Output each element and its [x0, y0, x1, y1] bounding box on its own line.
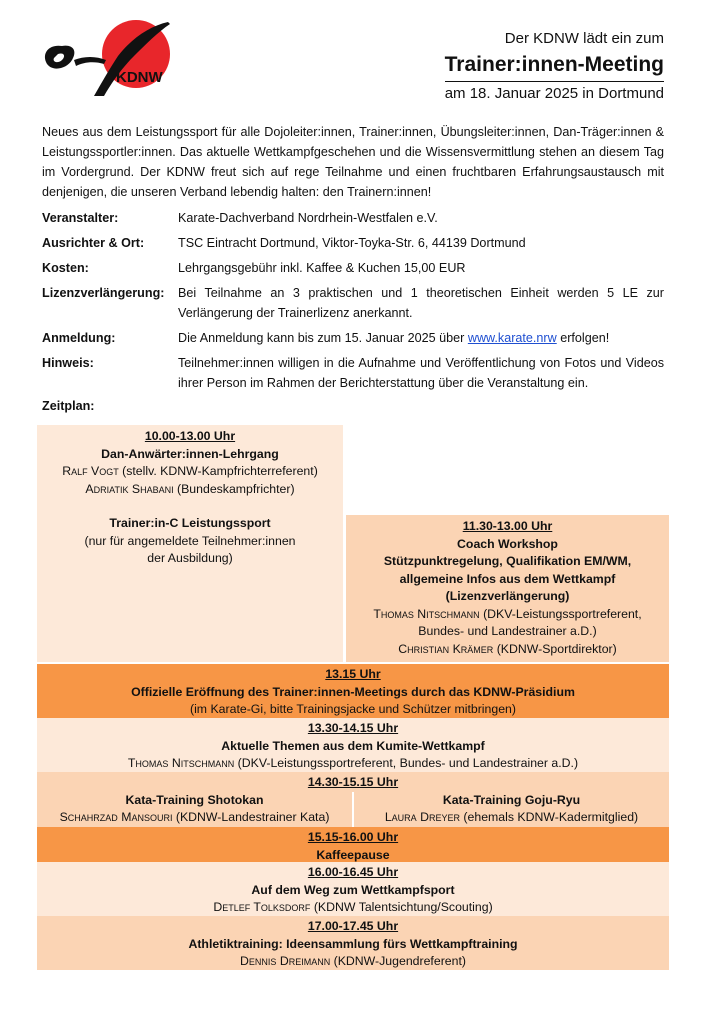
schedule-title: Dan-Anwärter:innen-Lehrgang [101, 446, 279, 461]
info-value [178, 328, 664, 348]
header [445, 28, 664, 106]
info-row-lizenz [42, 283, 664, 323]
info-table [42, 208, 664, 398]
anmeldung-pre: Die Anmeldung kann bis zum 15. Januar 2025 über [178, 331, 468, 345]
info-row-ausrichter [42, 233, 664, 253]
schedule-title: Kata-Training Shotokan [125, 792, 264, 807]
schedule-title: Kaffeepause [316, 847, 390, 862]
schedule-item-athletik [37, 916, 669, 970]
schedule-item-dan-lehrgang [37, 425, 343, 662]
person-role: (ehemals KDNW-Kadermitglied) [460, 810, 639, 824]
schedule-item-kata [37, 772, 669, 827]
schedule-time: 14.30-15.15 Uhr [307, 775, 399, 789]
person-role: (DKV-Leistungssportreferent, [479, 606, 642, 621]
schedule-title-trainer-c: Trainer:in-C Leistungssport [109, 516, 271, 530]
intro-text: Neues aus dem Leistungssport für alle Dojoleiter:innen, Trainer:innen, Übungsleiter:innen, Dan-Träger:innen & Leistungssportler:innen. Das aktuelle Wettkampfgeschehen und die Wissensvermittlung stehen an diesem Tag im Vordergrund. Der KDNW freut sich auf rege Teilnahme und einen fruchtbaren Erfahrungsaustausch mit denjenigen, die unseren Verband lebendig halten: den Trainern:innen! [42, 125, 664, 199]
schedule-person [346, 606, 669, 624]
schedule-item-kumite [37, 718, 669, 772]
info-row-anmeldung [42, 328, 664, 348]
person-name: Detlef Tolksdorf [213, 900, 311, 914]
schedule-person [37, 481, 343, 499]
schedule-person [37, 809, 352, 827]
schedule-time: 10.00-13.00 Uhr [144, 429, 236, 443]
schedule-item-kaffeepause [37, 827, 669, 862]
schedule-block-morning [37, 425, 669, 662]
schedule-title: Athletiktraining: Ideensammlung fürs Wettkampftraining [188, 936, 518, 951]
person-role: (KDNW-Sportdirektor) [493, 641, 617, 656]
schedule-item-wettkampfsport [37, 862, 669, 916]
schedule-title: Coach Workshop [457, 536, 558, 551]
person-role: (stellv. KDNW-Kampfrichterreferent) [118, 464, 318, 478]
kdnw-logo [40, 16, 172, 100]
info-key: Kosten: [42, 261, 89, 275]
schedule-title: Offizielle Eröffnung des Trainer:innen-Meetings durch das KDNW-Präsidium [131, 684, 575, 699]
kata-shotokan [37, 792, 354, 827]
karate-nrw-link[interactable]: www.karate.nrw [467, 331, 557, 345]
info-value: Teilnehmer:innen willigen in die Aufnahme und Veröffentlichung von Fotos und Videos ihrer Person im Rahmen der Berichterstattung über die Veranstaltung ein. [178, 356, 664, 390]
schedule-person [354, 809, 669, 827]
header-date: am 18. Januar 2025 in Dortmund [444, 85, 664, 102]
schedule-item-coach-workshop [346, 515, 669, 662]
schedule-item-eroeffnung [37, 664, 669, 718]
info-row-kosten [42, 258, 664, 278]
person-role-cont: Bundes- und Landestrainer a.D.) [418, 624, 597, 638]
schedule-time: 13.15 Uhr [325, 667, 381, 681]
info-key: Lizenzverlängerung: [42, 286, 165, 300]
schedule-title-line: Stützpunktregelung, Qualifikation EM/WM, [383, 554, 632, 568]
logo-text: KDNW [116, 69, 163, 86]
person-role: (KDNW-Landestrainer Kata) [172, 810, 330, 824]
info-key: Anmeldung: [42, 331, 116, 345]
info-key: Ausrichter & Ort: [42, 236, 145, 250]
schedule-note: (im Karate-Gi, bitte Trainingsjacke und Schützer mitbringen) [189, 702, 516, 716]
schedule-person [37, 953, 669, 971]
info-value: TSC Eintracht Dortmund, Viktor-Toyka-Str. 6, 44139 Dortmund [178, 236, 526, 250]
schedule-time: 13.30-14.15 Uhr [307, 721, 399, 735]
kdnw-logo-graphic [40, 16, 172, 100]
schedule-title: Auf dem Weg zum Wettkampfsport [251, 882, 455, 897]
person-name: Laura Dreyer [384, 810, 460, 824]
schedule-title: Aktuelle Themen aus dem Kumite-Wettkampf [221, 738, 485, 753]
info-row-hinweis [42, 353, 664, 393]
schedule-title-line: (Lizenzverlängerung) [445, 589, 570, 603]
schedule-time: 16.00-16.45 Uhr [307, 865, 399, 879]
person-role: (KDNW Talentsichtung/Scouting) [310, 900, 493, 914]
kata-split [37, 792, 669, 827]
page-title: Trainer:innen-Meeting [445, 50, 664, 82]
info-key: Hinweis: [42, 356, 94, 370]
schedule-title: Kata-Training Goju-Ryu [442, 792, 581, 807]
info-value: Karate-Dachverband Nordrhein-Westfalen e.V. [178, 211, 438, 225]
person-name: Dennis Dreimann [240, 954, 331, 968]
anmeldung-post: erfolgen! [556, 331, 610, 345]
schedule-person [346, 641, 669, 659]
schedule-person [37, 755, 669, 773]
person-role: (Bundeskampfrichter) [173, 481, 295, 496]
schedule-note: (nur für angemeldete Teilnehmer:innen [84, 533, 296, 548]
person-name: Ralf Vogt [62, 464, 119, 478]
info-key: Veranstalter: [42, 211, 119, 225]
person-name: Adriatik Shabani [85, 481, 174, 496]
person-role: (DKV-Leistungssportreferent, Bundes- und Landestrainer a.D.) [234, 756, 579, 770]
schedule-person [37, 899, 669, 917]
person-name: Thomas Nitschmann [127, 756, 235, 770]
info-value: Lehrgangsgebühr inkl. Kaffee & Kuchen 15,00 EUR [178, 261, 466, 275]
person-name: Christian Krämer [398, 641, 494, 656]
person-role: (KDNW-Jugendreferent) [330, 954, 466, 968]
kata-goju-ryu [354, 792, 669, 827]
person-name: Thomas Nitschmann [373, 606, 480, 621]
schedule-time: 17.00-17.45 Uhr [307, 919, 399, 933]
schedule-time: 11.30-13.00 Uhr [462, 519, 553, 533]
zeitplan-label: Zeitplan: [42, 399, 95, 413]
schedule-title-line: allgemeine Infos aus dem Wettkampf [399, 571, 616, 586]
schedule-person [37, 463, 343, 481]
header-invite: Der KDNW lädt ein zum [504, 30, 664, 47]
info-value: Bei Teilnahme an 3 praktischen und 1 theoretischen Einheit werden 5 LE zur Verlängerung der Trainerlizenz anerkannt. [178, 286, 664, 320]
info-row-veranstalter [42, 208, 664, 228]
schedule-time: 15.15-16.00 Uhr [307, 830, 399, 844]
person-name: Schahrzad Mansouri [59, 810, 173, 824]
schedule-note: der Ausbildung) [147, 551, 233, 565]
